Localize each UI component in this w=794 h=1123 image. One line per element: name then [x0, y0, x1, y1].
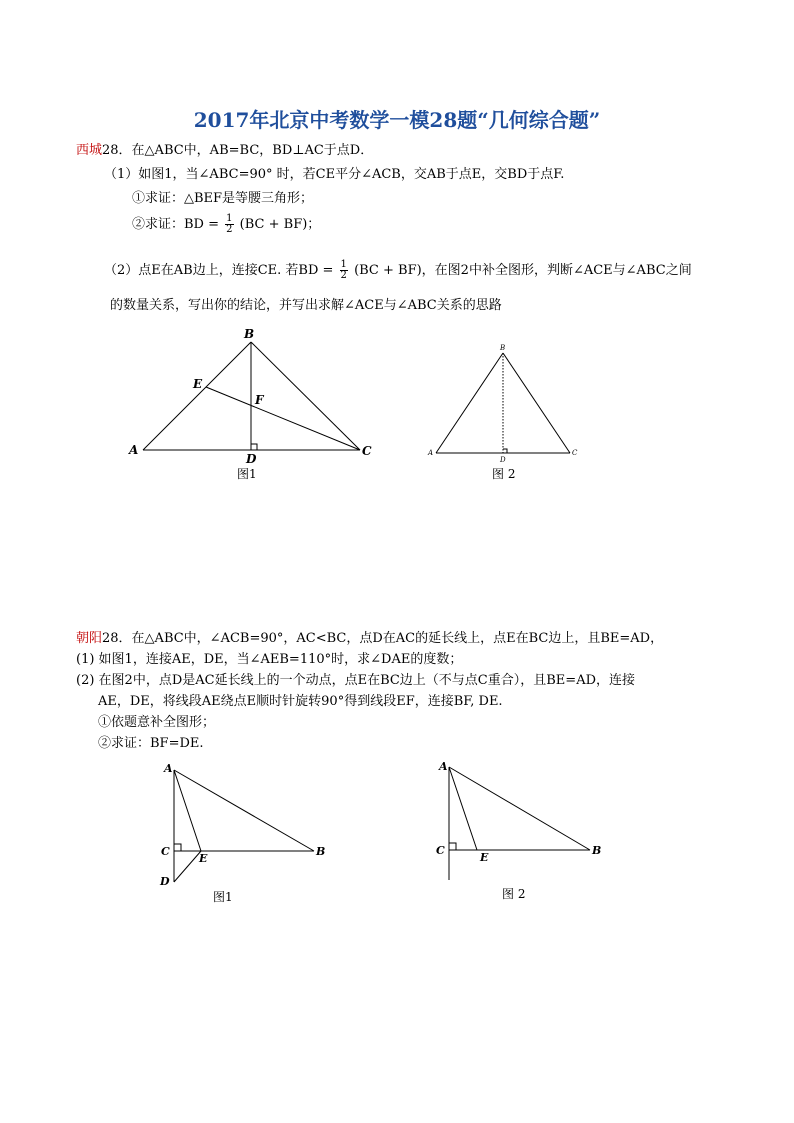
problem1-part1a: ①求证：△BEF是等腰三角形；	[132, 191, 314, 206]
problem2-part2b: ②求证：BF=DE.	[98, 736, 204, 751]
fraction-numerator-2: 1	[340, 259, 347, 270]
problem1-part1: （1）如图1，当∠ABC=90° 时，若CE平分∠ACB，交AB于点E，交BD于点F.	[104, 167, 565, 182]
problem2-part2a: ①依题意补全图形；	[98, 715, 216, 730]
problem2-part2-line2: AE，DE，将线段AE绕点E顺时针旋转90°得到线段EF，连接BF, DE.	[98, 694, 503, 709]
p2f2-right-angle-mark	[449, 843, 456, 850]
p2f2-label-b: B	[592, 844, 602, 857]
part1b-prefix: ②求证：BD =	[132, 217, 220, 232]
problem2-statement: 28．在△ABC中，∠ACB=90°，AC<BC，点D在AC的延长线上，点E在BC边上，且BE=AD，	[102, 631, 664, 646]
p1f1-caption: 图1	[237, 467, 257, 481]
p1f1-label-f: F	[255, 393, 264, 407]
problem2-part1: (1) 如图1，连接AE，DE，当∠AEB=110°时，求∠DAE的度数；	[76, 652, 463, 667]
p1f2-label-b: B	[500, 344, 506, 352]
p1f1-label-a: A	[129, 443, 139, 457]
p2f1-label-b: B	[316, 845, 326, 858]
p2f1-label-d: D	[160, 875, 170, 888]
p2f1-label-a: A	[164, 762, 173, 775]
part2-prefix: （2）点E在AB边上，连接CE. 若BD =	[104, 263, 334, 278]
part1b-suffix: (BC + BF)；	[239, 217, 321, 232]
p2f2-segment-ae	[449, 767, 477, 850]
p1f2-caption: 图 2	[492, 467, 516, 481]
p2f1-label-c: C	[161, 845, 170, 858]
region-label: 西城	[76, 143, 103, 158]
p1f1-label-e: E	[193, 377, 203, 391]
page-title: 2017年北京中考数学一模28题“几何综合题”	[193, 108, 601, 132]
problem2-part2: (2) 在图2中，点D是AC延长线上的一个动点，点E在BC边上（不与点C重合），且BE=AD，连接	[76, 673, 636, 688]
p2f2-caption: 图 2	[502, 887, 526, 901]
p2f1-caption: 图1	[213, 890, 233, 904]
fraction-denominator: 2	[226, 224, 233, 235]
problem1-statement: 28．在△ABC中，AB=BC，BD⊥AC于点D．	[102, 143, 374, 158]
problem1-part2-line2: 的数量关系，写出你的结论，并写出求解∠ACE与∠ABC关系的思路	[110, 298, 502, 313]
p1f2-label-d: D	[500, 456, 506, 464]
p2f2-label-e: E	[480, 851, 489, 864]
p1f2-label-c: C	[572, 449, 578, 457]
fraction-denominator-2: 2	[340, 270, 347, 281]
p2f2-label-a: A	[439, 760, 448, 773]
part2-suffix: (BC + BF)，在图2中补全图形，判断∠ACE与∠ABC之间	[354, 263, 692, 278]
p1f1-label-d: D	[246, 452, 257, 466]
fraction-numerator: 1	[226, 213, 233, 224]
region-label-2: 朝阳	[76, 631, 103, 646]
p1f1-label-c: C	[362, 444, 372, 458]
p2f1-label-e: E	[199, 852, 208, 865]
p1f1-label-b: B	[244, 327, 255, 341]
p1f2-label-a: A	[428, 449, 434, 457]
p2f2-segment-ab	[449, 767, 590, 850]
p2f2-label-c: C	[436, 844, 445, 857]
